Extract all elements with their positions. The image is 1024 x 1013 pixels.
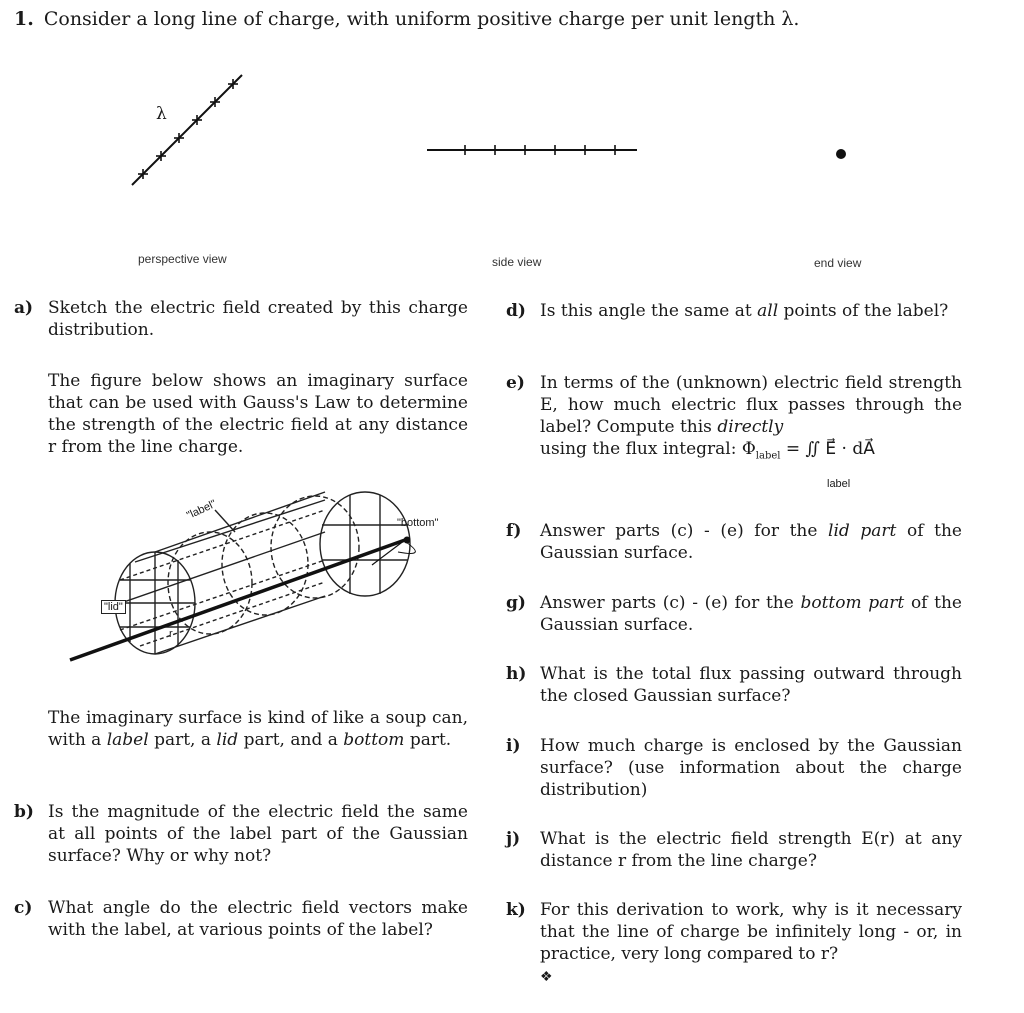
emphasis: all: [757, 301, 779, 321]
question-f: [506, 520, 962, 564]
emphasis: bottom part: [800, 593, 905, 613]
soup-text: part.: [404, 730, 452, 750]
end-mark-icon: ❖: [540, 969, 553, 985]
question-i: [506, 735, 962, 801]
soup-text: The imaginary surface is kind of like a soup can, with a: [48, 708, 468, 750]
question-c: [14, 897, 468, 941]
question-a: [14, 297, 468, 341]
radius-tag: r: [169, 628, 173, 640]
problem-statement: Consider a long line of charge, with uniform positive charge per unit length λ.: [43, 8, 800, 30]
question-letter: b): [14, 802, 34, 822]
question-letter: j): [506, 829, 521, 849]
soup-bottom-em: bottom: [343, 730, 405, 750]
question-e: [506, 372, 962, 467]
perspective-view-figure: [120, 70, 260, 200]
question-text: Is this angle the same at: [540, 301, 758, 321]
emphasis: lid part: [828, 521, 897, 541]
phi-symbol: Φ: [741, 439, 756, 459]
soup-can-paragraph: [48, 707, 468, 751]
question-letter: h): [506, 664, 527, 684]
question-text: Answer parts (c) - (e) for the: [540, 593, 801, 613]
lambda-label: λ: [156, 104, 167, 124]
question-letter: d): [506, 301, 526, 321]
question-text: of the Gaussian surface.: [540, 593, 962, 635]
problem-number: 1.: [14, 8, 34, 30]
question-text: Sketch the electric field created by this charge distribution.: [48, 298, 468, 340]
flux-integral: = ∬ E⃗ · dA⃗: [780, 439, 875, 459]
formula-prefix: using the flux integral:: [540, 439, 742, 459]
gauss-intro-paragraph: The figure below shows an imaginary surface that can be used with Gauss's Law to determine the strength of the electric field at any distance r from the line charge.: [48, 371, 468, 457]
question-letter: a): [14, 298, 34, 318]
soup-text: part, and a: [238, 730, 344, 750]
question-b: [14, 801, 468, 867]
problem-title: [14, 8, 799, 30]
side-view-caption: side view: [492, 255, 542, 269]
flux-formula: [741, 439, 875, 462]
soup-lid-em: lid: [216, 730, 239, 750]
question-text: What angle do the electric field vectors make with the label, at various points of the label?: [48, 898, 468, 940]
question-k: [506, 899, 962, 988]
question-text: For this derivation to work, why is it necessary that the line of charge be infinitely long - or, in practice, very long compared to r?: [540, 900, 962, 964]
bottom-surface-tag: "bottom": [397, 517, 439, 529]
phi-subscript: label: [755, 450, 781, 462]
question-text: What is the total flux passing outward through the closed Gaussian surface?: [540, 664, 962, 706]
question-j: [506, 828, 962, 872]
lid-surface-tag: "lid": [101, 600, 126, 614]
gaussian-cylinder-figure: [60, 470, 480, 670]
question-text: What is the electric field strength E(r) at any distance r from the line charge?: [540, 829, 962, 871]
question-text: points of the label?: [778, 301, 949, 321]
side-view-figure: [425, 140, 640, 160]
question-g: [506, 592, 962, 636]
question-letter: i): [506, 736, 521, 756]
label-surface-tag: "label": [184, 497, 219, 523]
question-text: In terms of the (unknown) electric field strength E, how much electric flux passes through the label? Compute this: [540, 373, 962, 437]
question-text: of the Gaussian surface.: [540, 521, 962, 563]
soup-label-em: label: [106, 730, 149, 750]
question-text: How much charge is enclosed by the Gaussian surface? (use information about the charge distribution): [540, 736, 962, 800]
end-view-figure: [833, 146, 849, 162]
question-letter: c): [14, 898, 33, 918]
question-letter: k): [506, 900, 526, 920]
soup-text: part, a: [148, 730, 217, 750]
integral-subscript: label: [827, 478, 851, 490]
question-h: [506, 663, 962, 707]
question-text: Answer parts (c) - (e) for the: [540, 521, 829, 541]
question-letter: e): [506, 373, 525, 393]
emphasis: directly: [717, 417, 784, 437]
question-letter: f): [506, 521, 522, 541]
question-d: [506, 300, 962, 322]
question-text: Is the magnitude of the electric field the same at all points of the label part of the Gaussian surface? Why or why not?: [48, 802, 468, 866]
end-view-caption: end view: [814, 256, 862, 270]
question-letter: g): [506, 593, 526, 613]
perspective-view-caption: perspective view: [138, 252, 227, 266]
